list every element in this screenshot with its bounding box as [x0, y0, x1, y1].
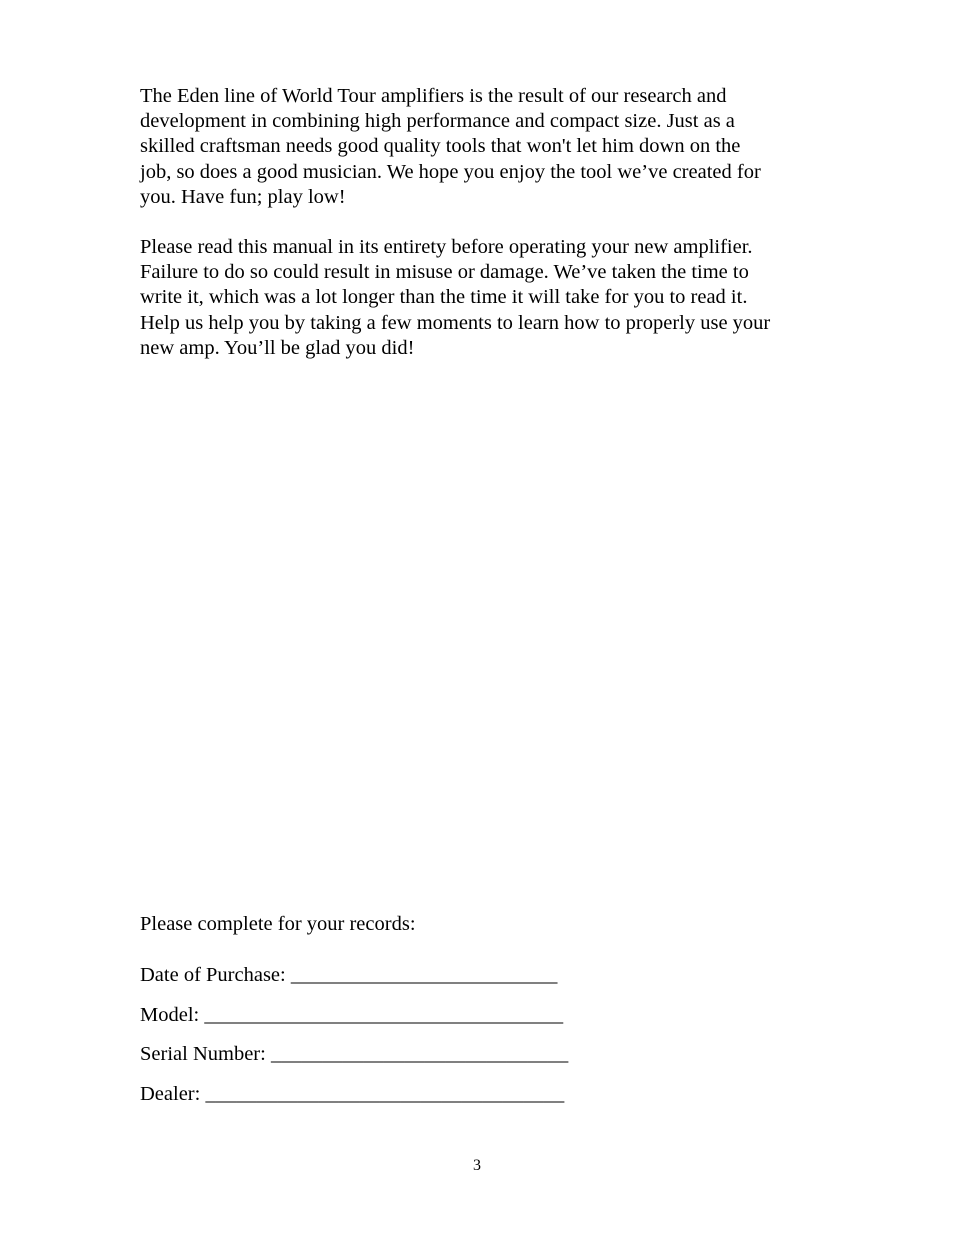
- page-number: 3: [473, 1157, 481, 1174]
- read-manual-paragraph: [140, 235, 830, 361]
- intro-paragraph: [140, 84, 830, 210]
- paragraph-line: skilled craftsman needs good quality tools that won't let him down on the: [140, 135, 741, 158]
- dealer-label: Dealer:: [140, 1083, 206, 1105]
- paragraph-line: job, so does a good musician. We hope you enjoy the tool we’ve created for: [140, 160, 761, 183]
- dealer-blank: ___________________________________: [205, 1083, 565, 1105]
- serial-number-label: Serial Number:: [140, 1043, 271, 1065]
- records-heading: Please complete for your records:: [140, 913, 416, 935]
- date-of-purchase-field: [140, 962, 557, 988]
- serial-number-blank: _____________________________: [270, 1043, 569, 1065]
- serial-number-field: [140, 1041, 568, 1067]
- paragraph-line: The Eden line of World Tour amplifiers is the result of our research and: [140, 85, 727, 107]
- paragraph-line: write it, which was a lot longer than the time it will take for you to read it.: [140, 286, 748, 309]
- date-of-purchase-blank: __________________________: [290, 964, 558, 986]
- paragraph-line: Failure to do so could result in misuse or damage. We’ve taken the time to: [140, 261, 749, 284]
- model-label: Model:: [140, 1004, 205, 1026]
- model-field: [140, 1002, 563, 1028]
- paragraph-line: new amp. You’ll be glad you did!: [140, 336, 415, 359]
- paragraph-line: Please read this manual in its entirety before operating your new amplifier.: [140, 236, 753, 258]
- paragraph-line: development in combining high performance and compact size. Just as a: [140, 110, 735, 133]
- date-of-purchase-label: Date of Purchase:: [140, 964, 291, 986]
- dealer-field: [140, 1081, 564, 1107]
- paragraph-line: Help us help you by taking a few moments to learn how to properly use your: [140, 311, 771, 334]
- paragraph-line: you. Have fun; play low!: [140, 185, 346, 208]
- model-blank: ___________________________________: [204, 1004, 564, 1026]
